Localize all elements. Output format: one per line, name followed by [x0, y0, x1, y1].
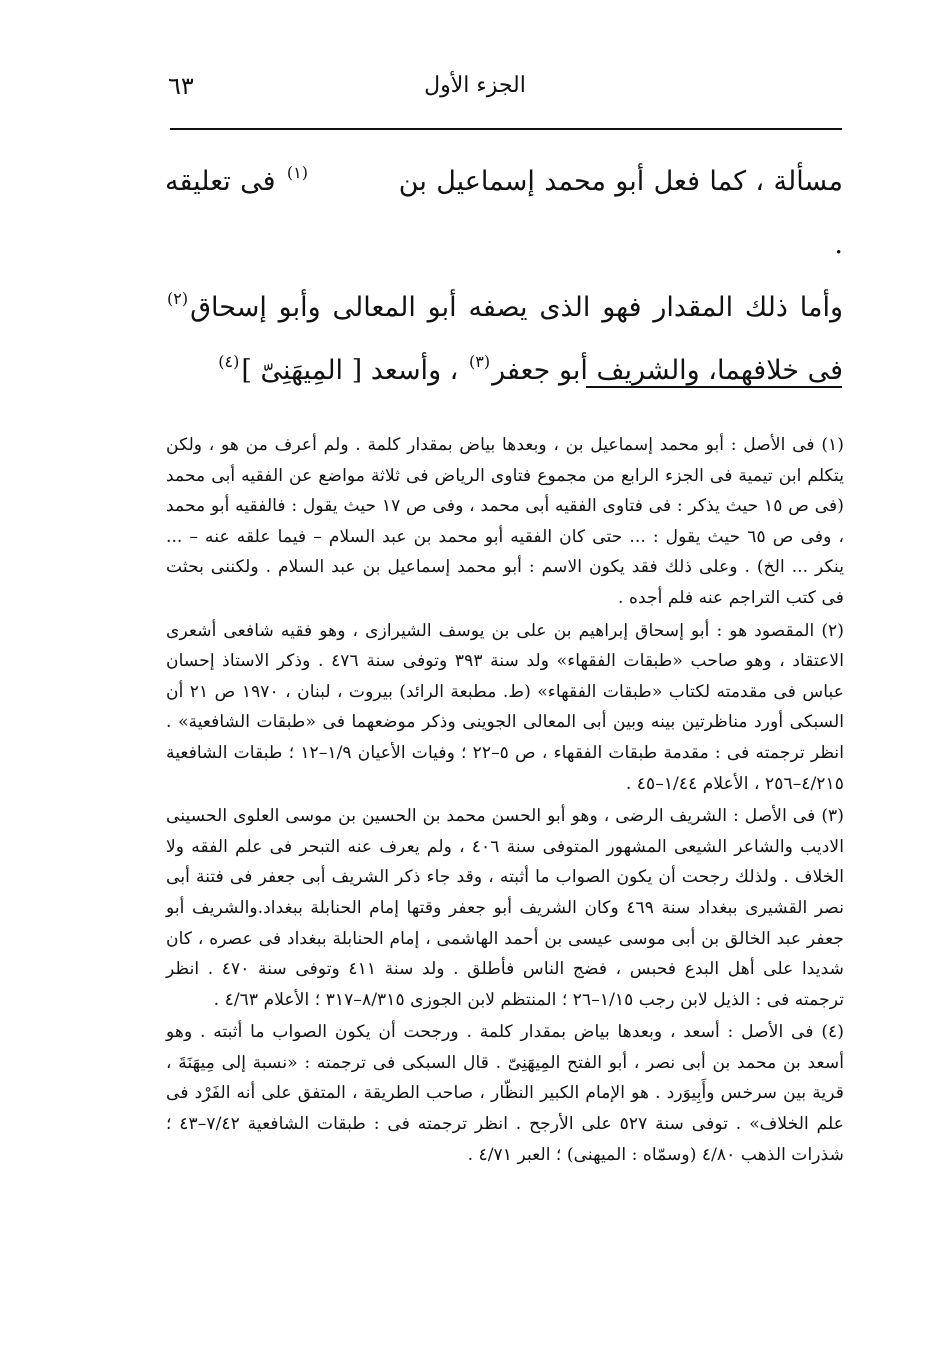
- footnote-separator: [586, 386, 842, 388]
- footnotes: [166, 430, 844, 1172]
- paragraph-2-text-a: وأما ذلك المقدار فهو الذى يصفه أبو المعالى وأبو إسحاق: [190, 292, 843, 323]
- footnote-ref-3: (٣): [469, 352, 491, 371]
- footnote-3: (٣) فى الأصل : الشريف الرضى ، وهو أبو الحسن محمد بن الحسين بن موسى العلوى الحسينى الاديب والشاعر الشيعى المشهور المتوفى سنة ٤٠٦ ، ولم يعرف عنه التبحر فى علم الفقه ولا الخلاف . ولذلك رجحت أن يكون الصواب ما أثبته ، وقد جاء ذكر الشريف أبى جعفر فى فتنة أبى نصر القشيرى ببغداد سنة ٤٦٩ وكان الشريف أبو جعفر وقتها إمام الحنابلة ببغداد.والشريف أبو جعفر عبد الخالق بن أبى موسى عيسى بن أحمد الهاشمى ، إمام الحنابلة ببغداد فى عصره ، كان شديدا على أهل البدع فحبس ، فضج الناس فأطلق . ولد سنة ٤١١ وتوفى سنة ٤٧٠ . انظر ترجمته فى : الذيل لابن رجب ١/١٥–٢٦ ؛ المنتظم لابن الجوزى ٨/٣١٥–٣١٧ ؛ الأعلام ٤/٦٣ .: [166, 806, 844, 1010]
- main-text: [165, 150, 843, 402]
- footnote-4: (٤) فى الأصل : أسعد ، وبعدها بياض بمقدار كلمة . ورجحت أن يكون الصواب ما أثبته . وهو أسعد بن محمد بن أبى نصر ، أبو الفتح المِيهَنِىّ . قال السبكى فى ترجمته : «نسبة إلى مِيهَنَةَ ، قرية بين سرخس وأَبِيوَرد . هو الإمام الكبير النظّار ، صاحب الطريقة ، المتفق على أنه الفَرْد فى علم الخلاف» . توفى سنة ٥٢٧ على الأرجح . انظر ترجمته فى : طبقات الشافعية ٧/٤٢–٤٣ ؛ شذرات الذهب ٤/٨٠ (وسمّاه : الميهنى) ؛ العبر ٤/٧١ .: [166, 1022, 845, 1165]
- paragraph-1: [165, 150, 843, 276]
- footnote-ref-1: (١): [286, 163, 309, 182]
- paragraph-1-text-a: مسألة ، كما فعل أبو محمد إسماعيل بن: [398, 166, 843, 197]
- footnote-1: (١) فى الأصل : أبو محمد إسماعيل بن ، وبعدها بياض بمقدار كلمة . ولم أعرف من هو ، ولكن يتكلم ابن تيمية فى الجزء الرابع من مجموع فتاوى الرياض فى ثلاثة مواضع عن الفقيه أبى محمد (فى ص ١٥ حيث يذكر : فى فتاوى الفقيه أبى محمد ، وفى ص ١٧ حيث يقول : فالفقيه أبو محمد ، وفى ص ٦٥ حيث يقول : ... حتى كان الفقيه أبو محمد بن عبد السلام – فيما علقه عنه – ... ينكر ... الخ) . وعلى ذلك فقد يكون الاسم : أبو محمد إسماعيل بن عبد السلام . ولكننى بحثت فى كتب التراجم عنه فلم أجده .: [166, 435, 844, 608]
- footnote-ref-4: (٤): [218, 352, 240, 371]
- running-header-title: الجزء الأول: [424, 73, 526, 98]
- paragraph-2-text-c: ، وأسعد [ المِيهَنِىّ ]: [241, 355, 459, 386]
- paragraph-2-text-b: فى خلافهما، والشريف أبو جعفر: [492, 355, 843, 386]
- footnote-ref-2: (٢): [167, 289, 189, 308]
- footnote-2: (٢) المقصود هو : أبو إسحاق إبراهيم بن على بن يوسف الشيرازى ، وهو فقيه شافعى أشعرى الاعتقاد ، وهو صاحب «طبقات الفقهاء» ولد سنة ٣٩٣ وتوفى سنة ٤٧٦ . وذكر الاستاذ إحسان عباس فى مقدمته لكتاب «طبقات الفقهاء» (ط. مطبعة الرائد) بيروت ، لبنان ، ١٩٧٠ ص ٢١ أن السبكى أورد مناظرتين بينه وبين أبى المعالى الجوينى وذكر موضعهما فى «طبقات الشافعية» . انظر ترجمته فى : مقدمة طبقات الفقهاء ، ص ٥–٢٢ ؛ وفيات الأعيان ١/٩–١٢ ؛ طبقات الشافعية ٤/٢١٥–٢٥٦ ، الأعلام ١/٤٤–٤٥ .: [166, 620, 844, 794]
- paragraph-1-text-b: فى تعليقه .: [165, 166, 843, 260]
- paragraph-2: [165, 276, 843, 402]
- header-rule: [170, 128, 842, 130]
- page-number: ٦٣: [168, 72, 194, 100]
